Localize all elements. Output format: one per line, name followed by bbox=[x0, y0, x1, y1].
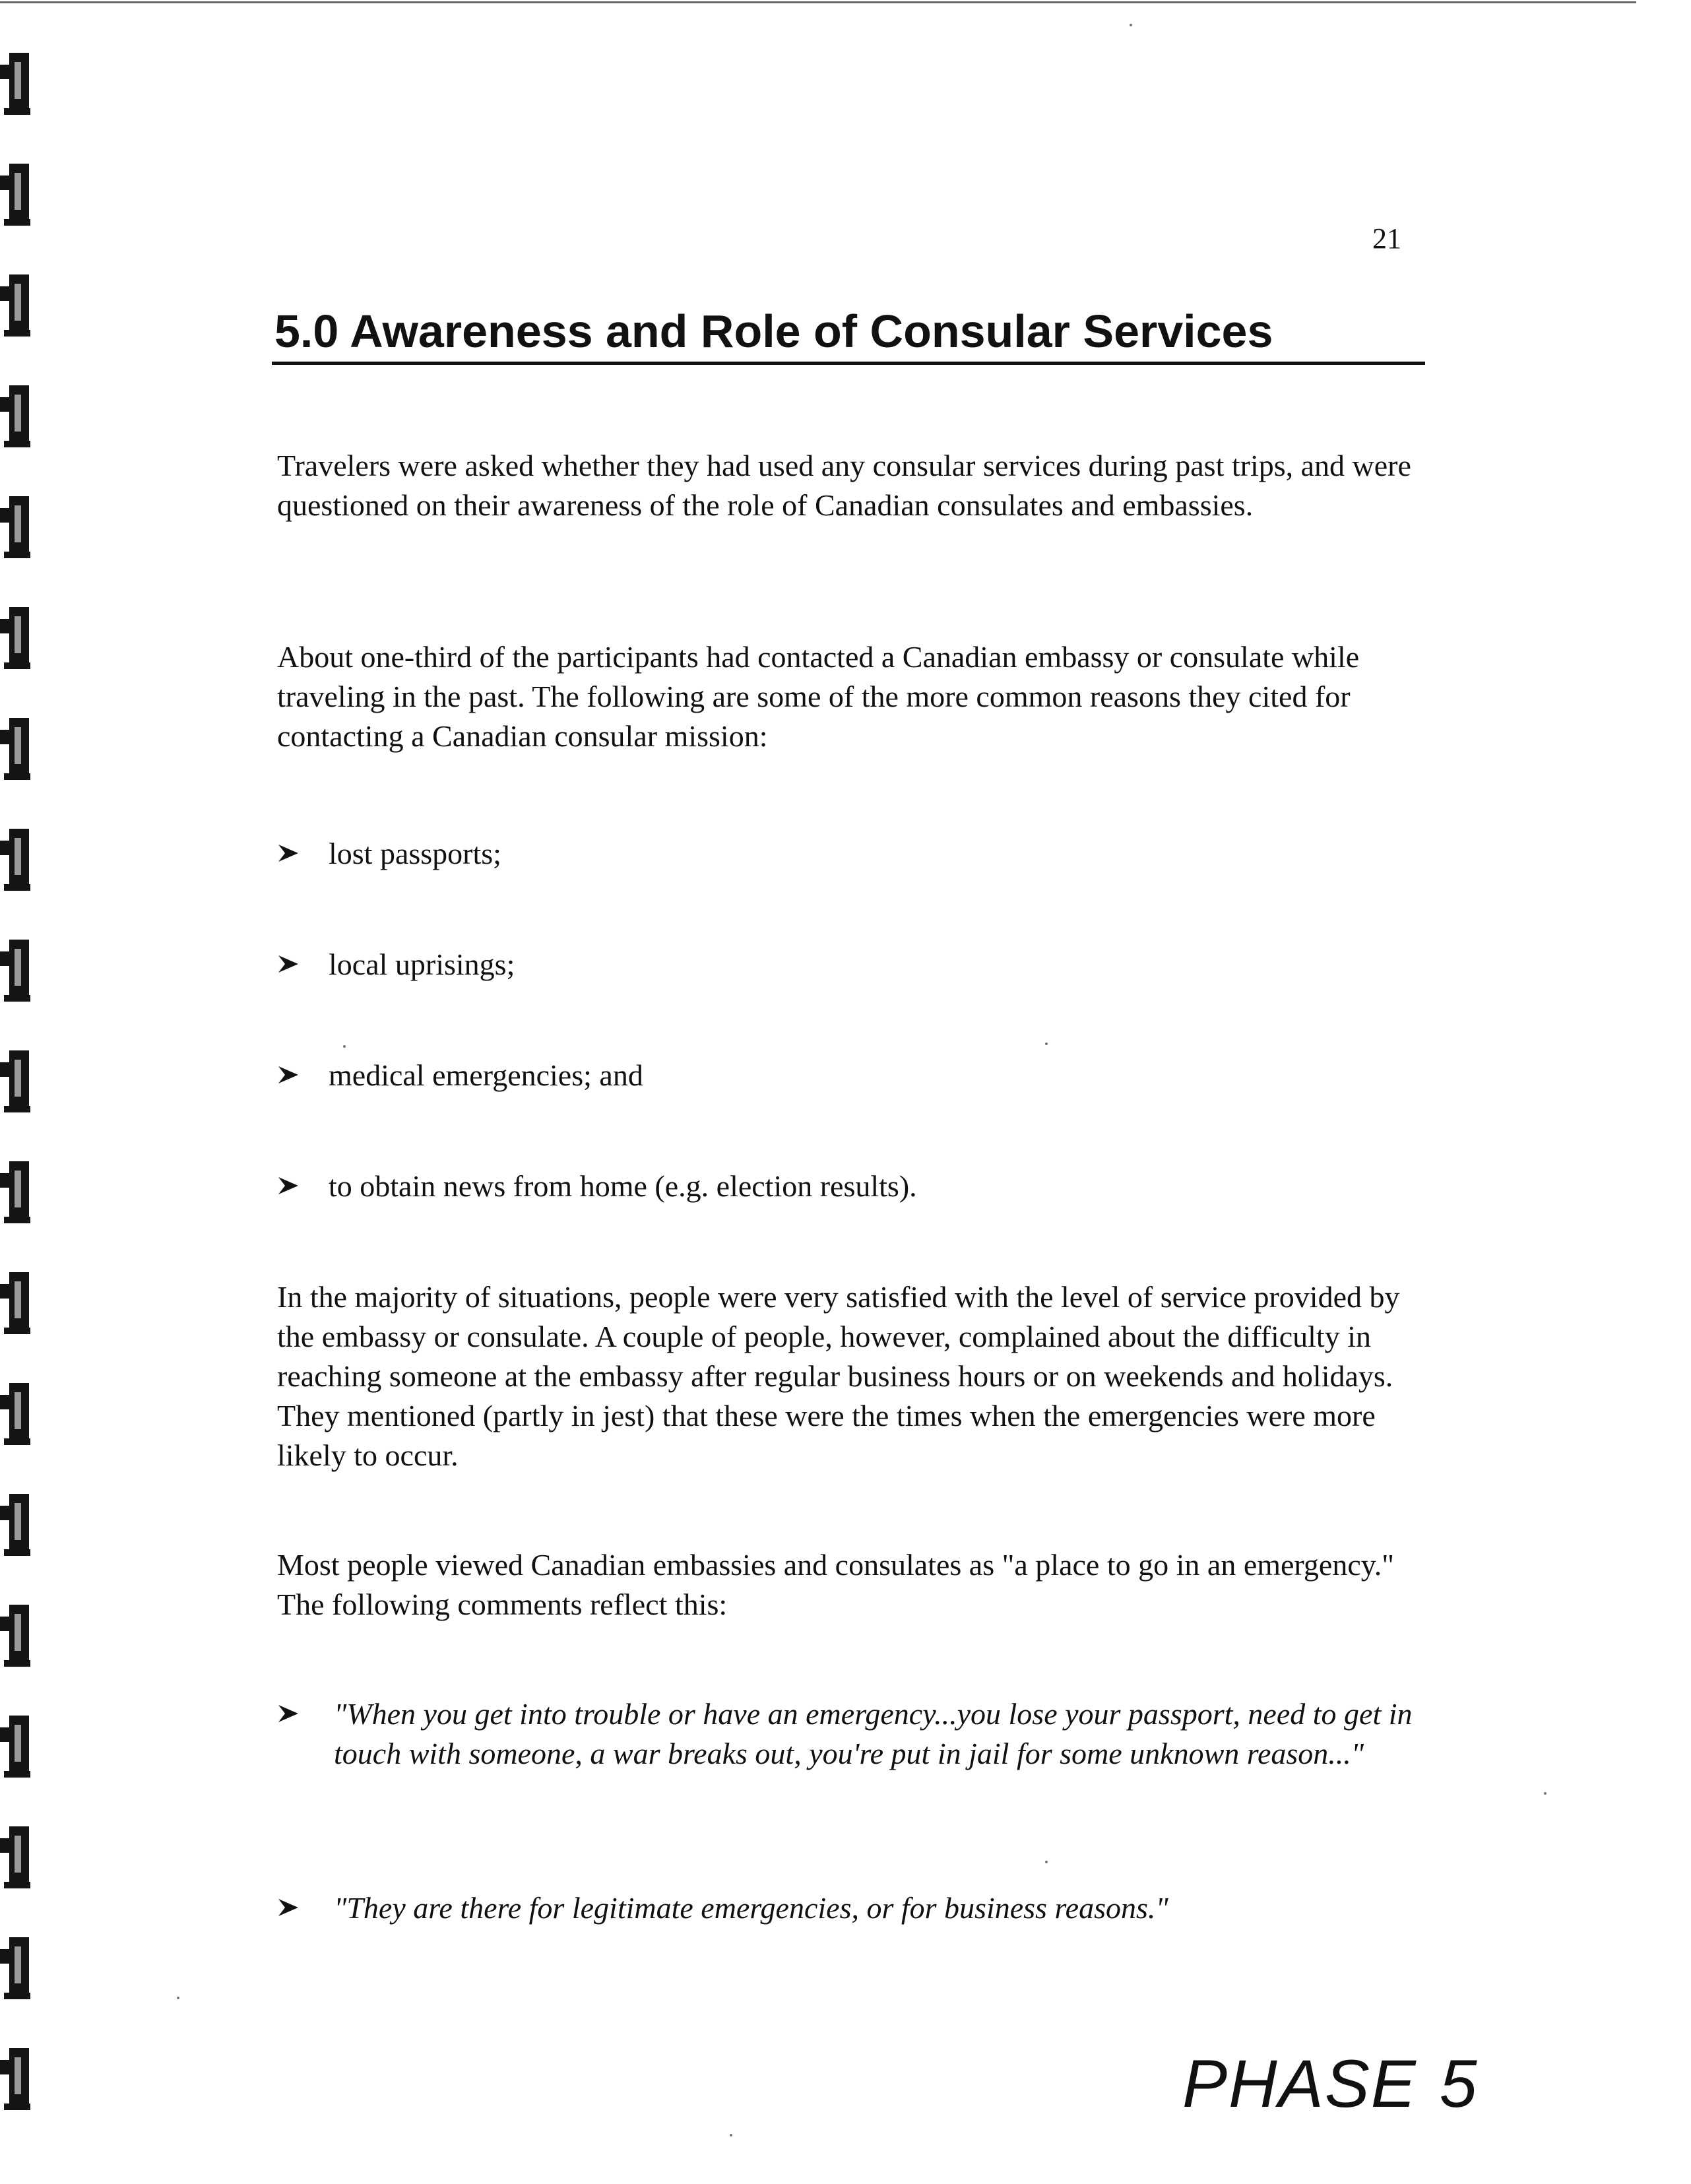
scan-speck bbox=[177, 1997, 179, 1999]
phase-footer bbox=[1182, 2044, 1479, 2123]
page-top-edge bbox=[0, 1, 1636, 3]
binding-ring bbox=[0, 385, 33, 447]
heading-underline bbox=[272, 362, 1425, 365]
binding-ring bbox=[0, 718, 33, 780]
list-item bbox=[277, 945, 1438, 984]
binding-ring bbox=[0, 1716, 33, 1778]
binding-ring bbox=[0, 1272, 33, 1334]
quote-item bbox=[277, 1888, 1438, 1928]
quote-item bbox=[277, 1694, 1438, 1774]
scan-speck bbox=[1045, 1043, 1048, 1045]
section-heading: 5.0 Awareness and Role of Consular Services bbox=[274, 305, 1273, 357]
arrowhead-bullet-icon bbox=[277, 1065, 300, 1085]
list-item bbox=[277, 1056, 1438, 1095]
arrowhead-bullet-icon bbox=[277, 1898, 300, 1917]
page-number: 21 bbox=[1372, 222, 1401, 255]
quote-text: "They are there for legitimate emergencies, or for business reasons." bbox=[334, 1891, 1168, 1925]
binding-ring bbox=[0, 1605, 33, 1667]
binding-ring bbox=[0, 1826, 33, 1888]
binding-ring bbox=[0, 940, 33, 1002]
phase-number: 5 bbox=[1439, 2046, 1479, 2121]
scan-speck bbox=[1544, 1792, 1547, 1795]
scan-speck bbox=[1130, 24, 1132, 26]
spiral-binding bbox=[0, 53, 40, 2184]
quote-text: "When you get into trouble or have an emergency...you lose your passport, need to get in touch with someone, a war breaks out, you're put in jail for some unknown reason..." bbox=[334, 1697, 1413, 1770]
binding-ring bbox=[0, 2048, 33, 2110]
binding-ring bbox=[0, 607, 33, 669]
arrowhead-bullet-icon bbox=[277, 954, 300, 974]
binding-ring bbox=[0, 1383, 33, 1445]
reason-text: local uprisings; bbox=[329, 947, 515, 981]
arrowhead-bullet-icon bbox=[277, 843, 300, 863]
list-item bbox=[277, 1167, 1438, 1206]
intro-paragraph: Travelers were asked whether they had used any consular services during past trips, and were questioned on their awareness of the role of Canadian consulates and embassies. bbox=[277, 449, 1411, 522]
binding-ring bbox=[0, 53, 33, 115]
binding-ring bbox=[0, 1050, 33, 1112]
binding-ring bbox=[0, 1161, 33, 1223]
scan-speck bbox=[730, 2134, 732, 2136]
binding-ring bbox=[0, 1937, 33, 1999]
satisfaction-paragraph: In the majority of situations, people were very satisfied with the level of service provided by the embassy or consulate. A couple of people, however, complained about the difficulty in reaching someone at the embassy after regular business hours or on weekends and holidays. They mentioned (partly in jest) that these were the times when the emergencies were more likely to occur. bbox=[277, 1280, 1400, 1472]
arrowhead-bullet-icon bbox=[277, 1176, 300, 1196]
reason-text: to obtain news from home (e.g. election results). bbox=[329, 1169, 917, 1203]
phase-label: PHASE bbox=[1182, 2046, 1417, 2121]
reason-text: lost passports; bbox=[329, 837, 501, 870]
views-paragraph: Most people viewed Canadian embassies and consulates as "a place to go in an emergency." The following comments reflect this: bbox=[277, 1548, 1395, 1621]
contact-paragraph: About one-third of the participants had contacted a Canadian embassy or consulate while traveling in the past. The following are some of the more common reasons they cited for contacting a Canadian consular mission: bbox=[277, 640, 1360, 753]
binding-ring bbox=[0, 274, 33, 337]
arrowhead-bullet-icon bbox=[277, 1704, 300, 1723]
binding-ring bbox=[0, 1494, 33, 1556]
reason-text: medical emergencies; and bbox=[329, 1058, 643, 1092]
binding-ring bbox=[0, 164, 33, 226]
binding-ring bbox=[0, 496, 33, 558]
scan-speck bbox=[343, 1045, 346, 1048]
list-item bbox=[277, 834, 1438, 874]
scan-speck bbox=[1045, 1861, 1048, 1863]
binding-ring bbox=[0, 829, 33, 891]
